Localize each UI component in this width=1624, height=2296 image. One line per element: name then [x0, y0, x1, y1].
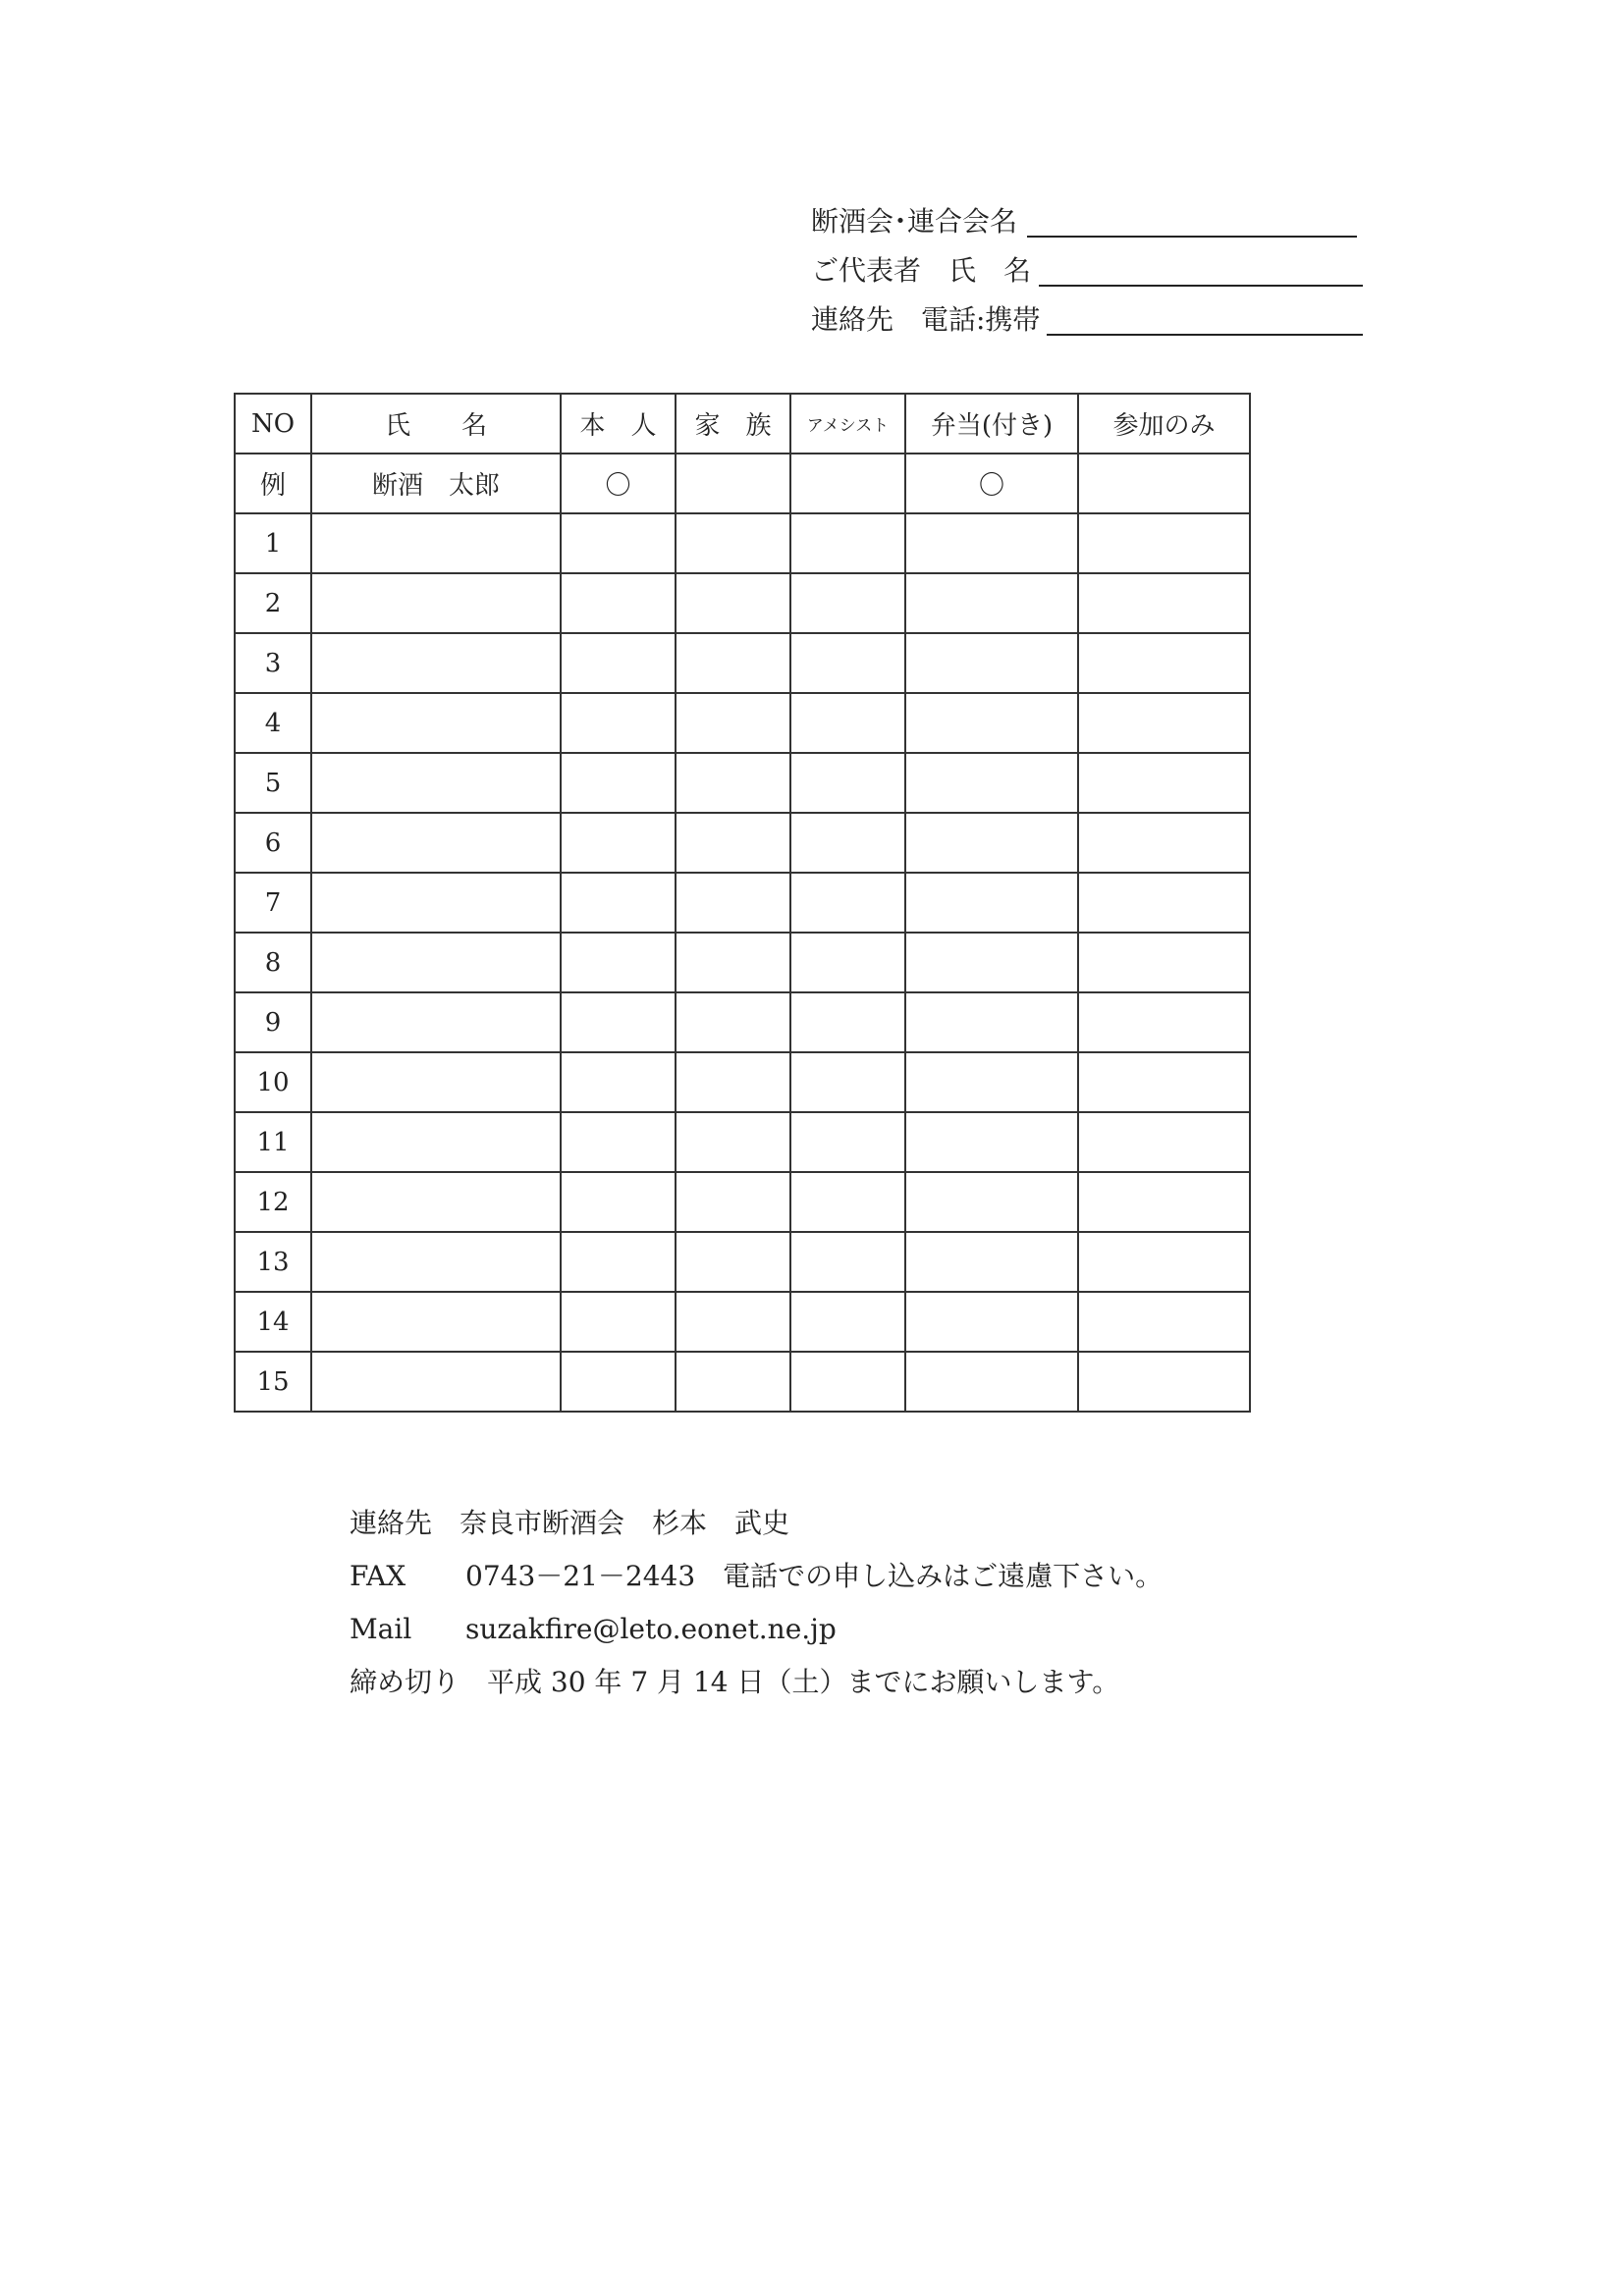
row-no: 13 [235, 1232, 311, 1292]
table-row [235, 1052, 1250, 1112]
row-no: 2 [235, 573, 311, 633]
mail-value: suzakfire@leto.eonet.ne.jp [465, 1613, 837, 1645]
footer-mail-row [350, 1606, 1163, 1659]
footer-contact: 連絡先 奈良市断酒会 杉本 武史 [350, 1507, 790, 1539]
col-header-family: 家 族 [676, 394, 790, 454]
amethyst-cell[interactable] [790, 1232, 905, 1292]
table-row [235, 1172, 1250, 1232]
bento-cell[interactable] [905, 693, 1078, 753]
self-cell[interactable] [561, 933, 676, 992]
col-header-self: 本 人 [561, 394, 676, 454]
name-cell[interactable] [311, 813, 561, 873]
row-no: 4 [235, 693, 311, 753]
table-row [235, 1292, 1250, 1352]
name-cell[interactable] [311, 1172, 561, 1232]
name-cell[interactable] [311, 693, 561, 753]
family-cell[interactable] [676, 693, 790, 753]
bento-cell[interactable] [905, 933, 1078, 992]
example-family [676, 454, 790, 513]
family-cell[interactable] [676, 513, 790, 573]
self-cell[interactable] [561, 813, 676, 873]
row-no: 14 [235, 1292, 311, 1352]
attend-only-cell[interactable] [1078, 1052, 1250, 1112]
attend-only-cell[interactable] [1078, 753, 1250, 813]
self-cell[interactable] [561, 1112, 676, 1172]
self-cell[interactable] [561, 1232, 676, 1292]
col-header-amethyst: アメシスト [790, 394, 905, 454]
bento-cell[interactable] [905, 1232, 1078, 1292]
family-cell[interactable] [676, 1232, 790, 1292]
family-cell[interactable] [676, 1172, 790, 1232]
row-no: 15 [235, 1352, 311, 1412]
family-cell[interactable] [676, 1112, 790, 1172]
example-amethyst [790, 454, 905, 513]
self-cell[interactable] [561, 753, 676, 813]
amethyst-cell[interactable] [790, 1052, 905, 1112]
bento-cell[interactable] [905, 992, 1078, 1052]
row-no: 8 [235, 933, 311, 992]
self-cell[interactable] [561, 1172, 676, 1232]
row-no: 6 [235, 813, 311, 873]
bento-cell[interactable] [905, 873, 1078, 933]
table-header-row [235, 394, 1250, 454]
name-cell[interactable] [311, 1112, 561, 1172]
attend-only-cell[interactable] [1078, 1112, 1250, 1172]
attend-only-cell[interactable] [1078, 1292, 1250, 1352]
attend-only-cell[interactable] [1078, 813, 1250, 873]
attend-only-cell[interactable] [1078, 933, 1250, 992]
attend-only-cell[interactable] [1078, 513, 1250, 573]
table-row [235, 693, 1250, 753]
name-cell[interactable] [311, 873, 561, 933]
table-row [235, 573, 1250, 633]
amethyst-cell[interactable] [790, 1352, 905, 1412]
attend-only-cell[interactable] [1078, 873, 1250, 933]
amethyst-cell[interactable] [790, 813, 905, 873]
footer-deadline: 締め切り 平成 30 年 7 月 14 日（土）までにお願いします。 [350, 1666, 1120, 1698]
header-fields [811, 200, 1371, 347]
self-cell[interactable] [561, 633, 676, 693]
table-row [235, 873, 1250, 933]
name-cell[interactable] [311, 633, 561, 693]
table-row [235, 513, 1250, 573]
name-cell[interactable] [311, 1232, 561, 1292]
family-cell[interactable] [676, 1292, 790, 1352]
family-cell[interactable] [676, 873, 790, 933]
attend-only-cell[interactable] [1078, 992, 1250, 1052]
attend-only-cell[interactable] [1078, 1172, 1250, 1232]
amethyst-cell[interactable] [790, 513, 905, 573]
mail-label: Mail [350, 1613, 412, 1645]
amethyst-cell[interactable] [790, 933, 905, 992]
row-no: 3 [235, 633, 311, 693]
row-no: 10 [235, 1052, 311, 1112]
bento-cell[interactable] [905, 1352, 1078, 1412]
family-cell[interactable] [676, 813, 790, 873]
bento-cell[interactable] [905, 1052, 1078, 1112]
representative-row [811, 249, 1371, 298]
group-name-row [811, 200, 1371, 249]
amethyst-cell[interactable] [790, 693, 905, 753]
bento-cell[interactable] [905, 573, 1078, 633]
amethyst-cell[interactable] [790, 633, 905, 693]
contact-phone-label: 連絡先 電話:携帯 [811, 303, 1041, 336]
name-cell[interactable] [311, 933, 561, 992]
row-no: 11 [235, 1112, 311, 1172]
table-row [235, 992, 1250, 1052]
bento-cell[interactable] [905, 633, 1078, 693]
attend-only-cell[interactable] [1078, 693, 1250, 753]
name-cell[interactable] [311, 1052, 561, 1112]
fax-value: 0743－21－2443 電話での申し込みはご遠慮下さい。 [465, 1560, 1164, 1592]
amethyst-cell[interactable] [790, 753, 905, 813]
representative-label: ご代表者 氏 名 [811, 254, 1032, 287]
group-name-field[interactable] [1027, 236, 1357, 238]
bento-cell[interactable] [905, 513, 1078, 573]
self-cell[interactable] [561, 873, 676, 933]
fax-label: FAX [350, 1560, 406, 1592]
row-no: 7 [235, 873, 311, 933]
bento-cell[interactable] [905, 753, 1078, 813]
name-cell[interactable] [311, 513, 561, 573]
amethyst-cell[interactable] [790, 873, 905, 933]
self-cell[interactable] [561, 693, 676, 753]
self-cell[interactable] [561, 573, 676, 633]
footer-fax-row [350, 1553, 1163, 1606]
amethyst-cell[interactable] [790, 1172, 905, 1232]
table-row [235, 1352, 1250, 1412]
attend-only-cell[interactable] [1078, 1232, 1250, 1292]
table-row [235, 633, 1250, 693]
bento-cell[interactable] [905, 1112, 1078, 1172]
table-row [235, 753, 1250, 813]
bento-cell[interactable] [905, 1292, 1078, 1352]
row-no: 5 [235, 753, 311, 813]
amethyst-cell[interactable] [790, 1292, 905, 1352]
contact-phone-field[interactable] [1047, 334, 1363, 336]
bento-cell[interactable] [905, 1172, 1078, 1232]
self-cell[interactable] [561, 1352, 676, 1412]
attend-only-cell[interactable] [1078, 1352, 1250, 1412]
table-row [235, 1232, 1250, 1292]
example-self-mark: 〇 [561, 454, 676, 513]
col-header-no: NO [235, 394, 311, 454]
representative-field[interactable] [1039, 285, 1363, 287]
registration-table [234, 393, 1251, 1413]
col-header-name: 氏 名 [311, 394, 561, 454]
family-cell[interactable] [676, 1052, 790, 1112]
family-cell[interactable] [676, 753, 790, 813]
name-cell[interactable] [311, 573, 561, 633]
self-cell[interactable] [561, 1292, 676, 1352]
name-cell[interactable] [311, 1352, 561, 1412]
row-no: 1 [235, 513, 311, 573]
table-row [235, 933, 1250, 992]
attend-only-cell[interactable] [1078, 573, 1250, 633]
self-cell[interactable] [561, 1052, 676, 1112]
bento-cell[interactable] [905, 813, 1078, 873]
amethyst-cell[interactable] [790, 1112, 905, 1172]
example-no: 例 [235, 454, 311, 513]
name-cell[interactable] [311, 1292, 561, 1352]
self-cell[interactable] [561, 992, 676, 1052]
example-name: 断酒 太郎 [311, 454, 561, 513]
example-attend-only [1078, 454, 1250, 513]
col-header-attend-only: 参加のみ [1078, 394, 1250, 454]
contact-phone-row [811, 298, 1371, 347]
family-cell[interactable] [676, 933, 790, 992]
group-name-label: 断酒会･連合会名 [811, 205, 1018, 238]
col-header-bento: 弁当(付き) [905, 394, 1078, 454]
footer-contact-info [350, 1500, 1163, 1712]
name-cell[interactable] [311, 992, 561, 1052]
amethyst-cell[interactable] [790, 573, 905, 633]
row-no: 12 [235, 1172, 311, 1232]
example-bento-mark: 〇 [905, 454, 1078, 513]
family-cell[interactable] [676, 633, 790, 693]
family-cell[interactable] [676, 992, 790, 1052]
family-cell[interactable] [676, 1352, 790, 1412]
amethyst-cell[interactable] [790, 992, 905, 1052]
attend-only-cell[interactable] [1078, 633, 1250, 693]
table-row [235, 1112, 1250, 1172]
name-cell[interactable] [311, 753, 561, 813]
row-no: 9 [235, 992, 311, 1052]
self-cell[interactable] [561, 513, 676, 573]
family-cell[interactable] [676, 573, 790, 633]
example-row [235, 454, 1250, 513]
table-row [235, 813, 1250, 873]
